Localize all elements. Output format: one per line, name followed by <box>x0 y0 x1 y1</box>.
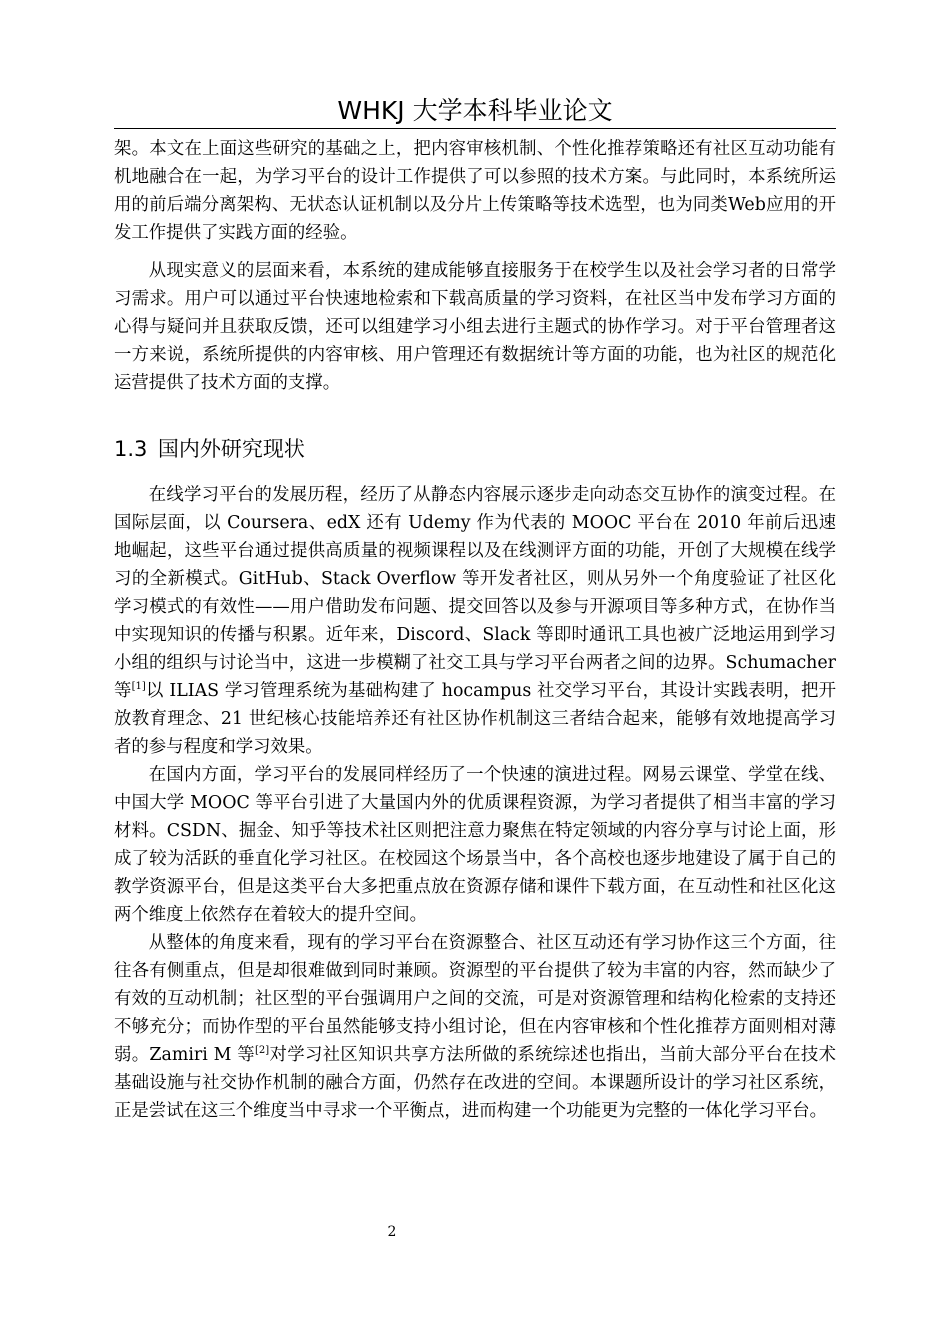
header-divider <box>114 128 836 129</box>
paragraph-text: 在线学习平台的发展历程，经历了从静态内容展示逐步走向动态交互协作的演变过程。在国际层面，以 Coursera、edX 还有 Udemy 作为代表的 MOOC 平台在 2010 年前后迅速地崛起，这些平台通过提供高质量的视频课程以及在线测评方面的功能，开创了大规模在线学习的全新模式。GitHub、Stack Overflow 等开发者社区，则从另外一个角度验证了社区化学习模式的有效性——用户借助发布问题、提交回答以及参与开源项目等多种方式，在协作当中实现知识的传播与积累。近年来，Discord、Slack 等即时通讯工具也被广泛地运用到学习小组的组织与讨论当中，这进一步模糊了社交工具与学习平台两者之间的边界。Schumacher 等 <box>114 485 836 701</box>
section-body <box>114 481 836 1125</box>
practical-significance-paragraph <box>114 257 836 397</box>
section-heading <box>114 433 836 465</box>
citation-ref-2: [2] <box>255 1045 270 1057</box>
section-title: 国内外研究现状 <box>157 437 305 461</box>
paragraph-text: 以 ILIAS 学习管理系统为基础构建了 hocampus 社交学习平台，其设计实践表明，把开放教育理念、21 世纪核心技能培养还有社区协作机制这三者结合起来，能够有效地提高学习者的参与程度和学习效果。 <box>114 681 836 757</box>
continued-paragraph <box>114 135 836 247</box>
page-header-title: WHKJ 大学本科毕业论文 <box>337 96 613 125</box>
paragraph-text: 对学习社区知识共享方法所做的系统综述也指出，当前大部分平台在技术基础设施与社交协作机制的融合方面，仍然存在改进的空间。本课题所设计的学习社区系统，正是尝试在这三个维度当中寻求一个平衡点，进而构建一个功能更为完整的一体化学习平台。 <box>114 1045 836 1121</box>
citation-ref-1: [1] <box>131 681 146 693</box>
paragraph-domestic-status: 在国内方面，学习平台的发展同样经历了一个快速的演进过程。网易云课堂、学堂在线、中国大学 MOOC 等平台引进了大量国内外的优质课程资源，为学习者提供了相当丰富的学习材料。CSDN、掘金、知乎等技术社区则把注意力聚焦在特定领域的内容分享与讨论上面，形成了较为活跃的垂直化学习社区。在校园这个场景当中，各个高校也逐步地建设了属于自己的教学资源平台，但是这类平台大多把重点放在资源存储和课件下载方面，在互动性和社区化这两个维度上依然存在着较大的提升空间。 <box>114 765 836 925</box>
paragraph-overall-summary <box>114 929 836 1125</box>
paragraph-international-status <box>114 481 836 761</box>
section-number: 1.3 <box>114 437 148 461</box>
paragraph-continuation: 架。本文在上面这些研究的基础之上，把内容审核机制、个性化推荐策略还有社区互动功能有机地融合在一起，为学习平台的设计工作提供了可以参照的技术方案。与此同时，本系统所运用的前后端分离架构、无状态认证机制以及分片上传策略等技术选型，也为同类Web应用的开发工作提供了实践方面的经验。 <box>114 139 836 243</box>
paragraph-text: 从整体的角度来看，现有的学习平台在资源整合、社区互动还有学习协作这三个方面，往往各有侧重点，但是却很难做到同时兼顾。资源型的平台提供了较为丰富的内容，然而缺少了有效的互动机制；社区型的平台强调用户之间的交流，可是对资源管理和结构化检索的支持还不够充分；而协作型的平台虽然能够支持小组讨论，但在内容审核和个性化推荐方面则相对薄弱。Zamiri M 等 <box>114 933 836 1065</box>
paragraph-practical-significance: 从现实意义的层面来看，本系统的建成能够直接服务于在校学生以及社会学习者的日常学习需求。用户可以通过平台快速地检索和下载高质量的学习资料，在社区当中发布学习方面的心得与疑问并且获取反馈，还可以组建学习小组去进行主题式的协作学习。对于平台管理者这一方来说，系统所提供的内容审核、用户管理还有数据统计等方面的功能，也为社区的规范化运营提供了技术方面的支撑。 <box>114 261 836 393</box>
page-number: 2 <box>387 1224 397 1240</box>
